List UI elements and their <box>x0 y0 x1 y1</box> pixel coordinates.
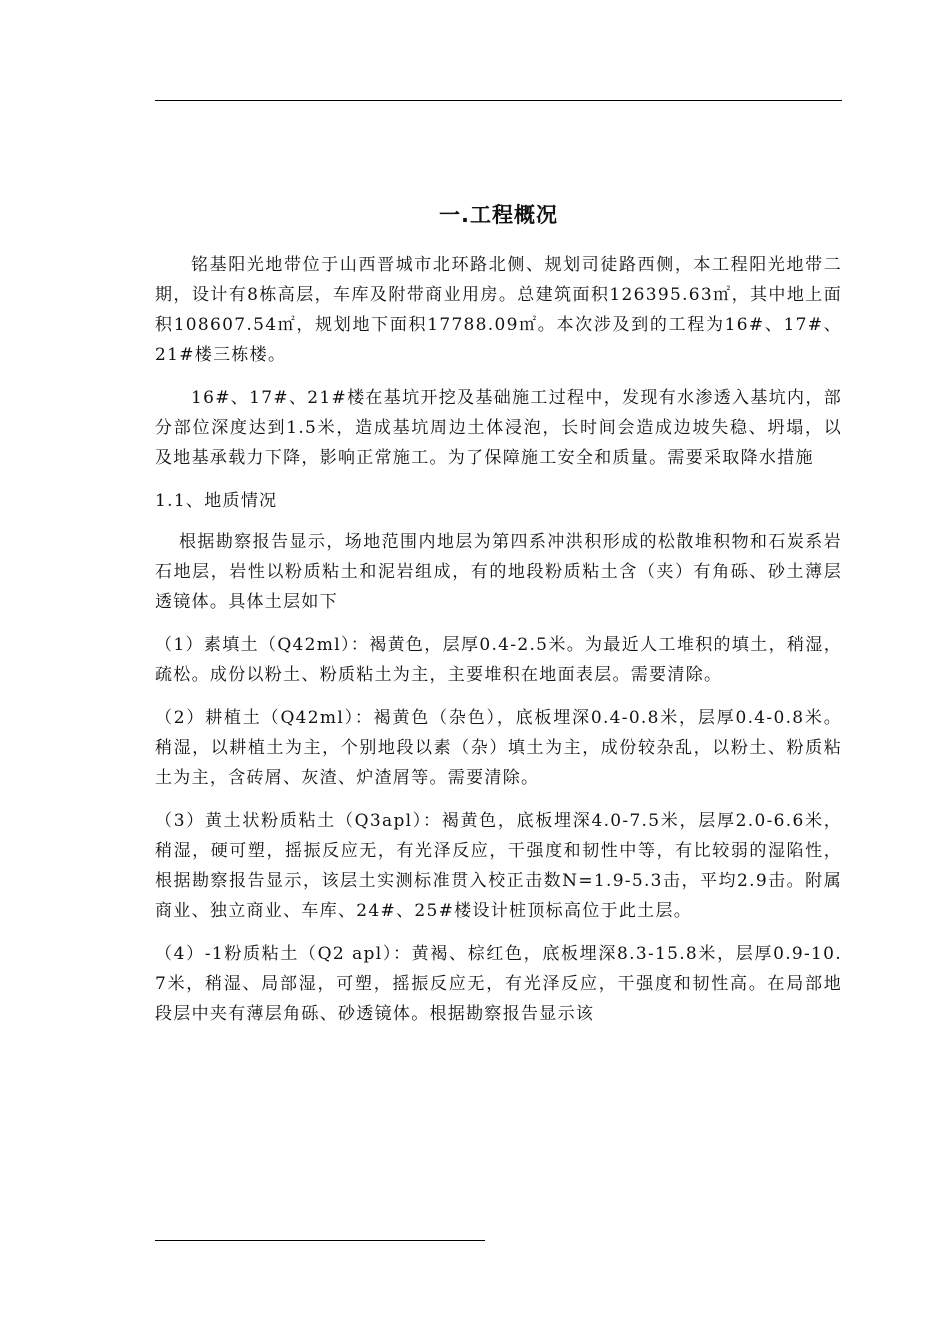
footnote-rule <box>155 1240 485 1241</box>
soil-layer-1: （1）素填土（Q42ml）：褐黄色，层厚0.4-2.5米。为最近人工堆积的填土，稍湿，疏松。成份以粉土、粉质粘土为主，主要堆积在地面表层。需要清除。 <box>155 635 842 685</box>
section-title: 一.工程概况 <box>439 203 558 227</box>
document-body <box>155 250 842 1042</box>
soil-layer-3: （3）黄土状粉质粘土（Q3apl）：褐黄色，底板埋深4.0-7.5米，层厚2.0-6.6米，稍湿，硬可塑，摇振反应无，有光泽反应，干强度和韧性中等，有比较弱的湿陷性，根据勘察报告显示，该层土实测标准贯入校正击数N=1.9-5.3击，平均2.9击。附属商业、独立商业、车库、24#、25#楼设计桩顶标高位于此土层。 <box>155 811 842 921</box>
geology-intro: 根据勘察报告显示，场地范围内地层为第四系冲洪积形成的松散堆积物和石炭系岩石地层，岩性以粉质粘土和泥岩组成，有的地段粉质粘土含（夹）有角砾、砂土薄层透镜体。具体土层如下 <box>155 532 842 612</box>
overview-paragraph-2: 16#、17#、21#楼在基坑开挖及基础施工过程中，发现有水渗透入基坑内，部分部位深度达到1.5米，造成基坑周边土体浸泡，长时间会造成边坡失稳、坍塌，以及地基承载力下降，影响正常施工。为了保障施工安全和质量。需要采取降水措施 <box>155 388 842 468</box>
soil-layer-2: （2）耕植土（Q42ml）：褐黄色（杂色），底板埋深0.4-0.8米，层厚0.4-0.8米。稍湿，以耕植土为主，个别地段以素（杂）填土为主，成份较杂乱，以粉土、粉质粘土为主，含砖屑、灰渣、炉渣屑等。需要清除。 <box>155 708 842 788</box>
geology-heading: 1.1、地质情况 <box>155 491 278 511</box>
overview-paragraph-1: 铭基阳光地带位于山西晋城市北环路北侧、规划司徒路西侧，本工程阳光地带二期，设计有8栋高层，车库及附带商业用房。总建筑面积126395.63㎡，其中地上面积108607.54㎡，规划地下面积17788.09㎡。本次涉及到的工程为16#、17#、21#楼三栋楼。 <box>155 255 842 365</box>
header-rule <box>155 100 842 101</box>
soil-layer-4: （4）-1粉质粘土（Q2 apl）：黄褐、棕红色，底板埋深8.3-15.8米，层厚0.9-10.7米，稍湿、局部湿，可塑，摇振反应无，有光泽反应，干强度和韧性高。在局部地段层中夹有薄层角砾、砂透镜体。根据勘察报告显示该 <box>155 944 842 1024</box>
